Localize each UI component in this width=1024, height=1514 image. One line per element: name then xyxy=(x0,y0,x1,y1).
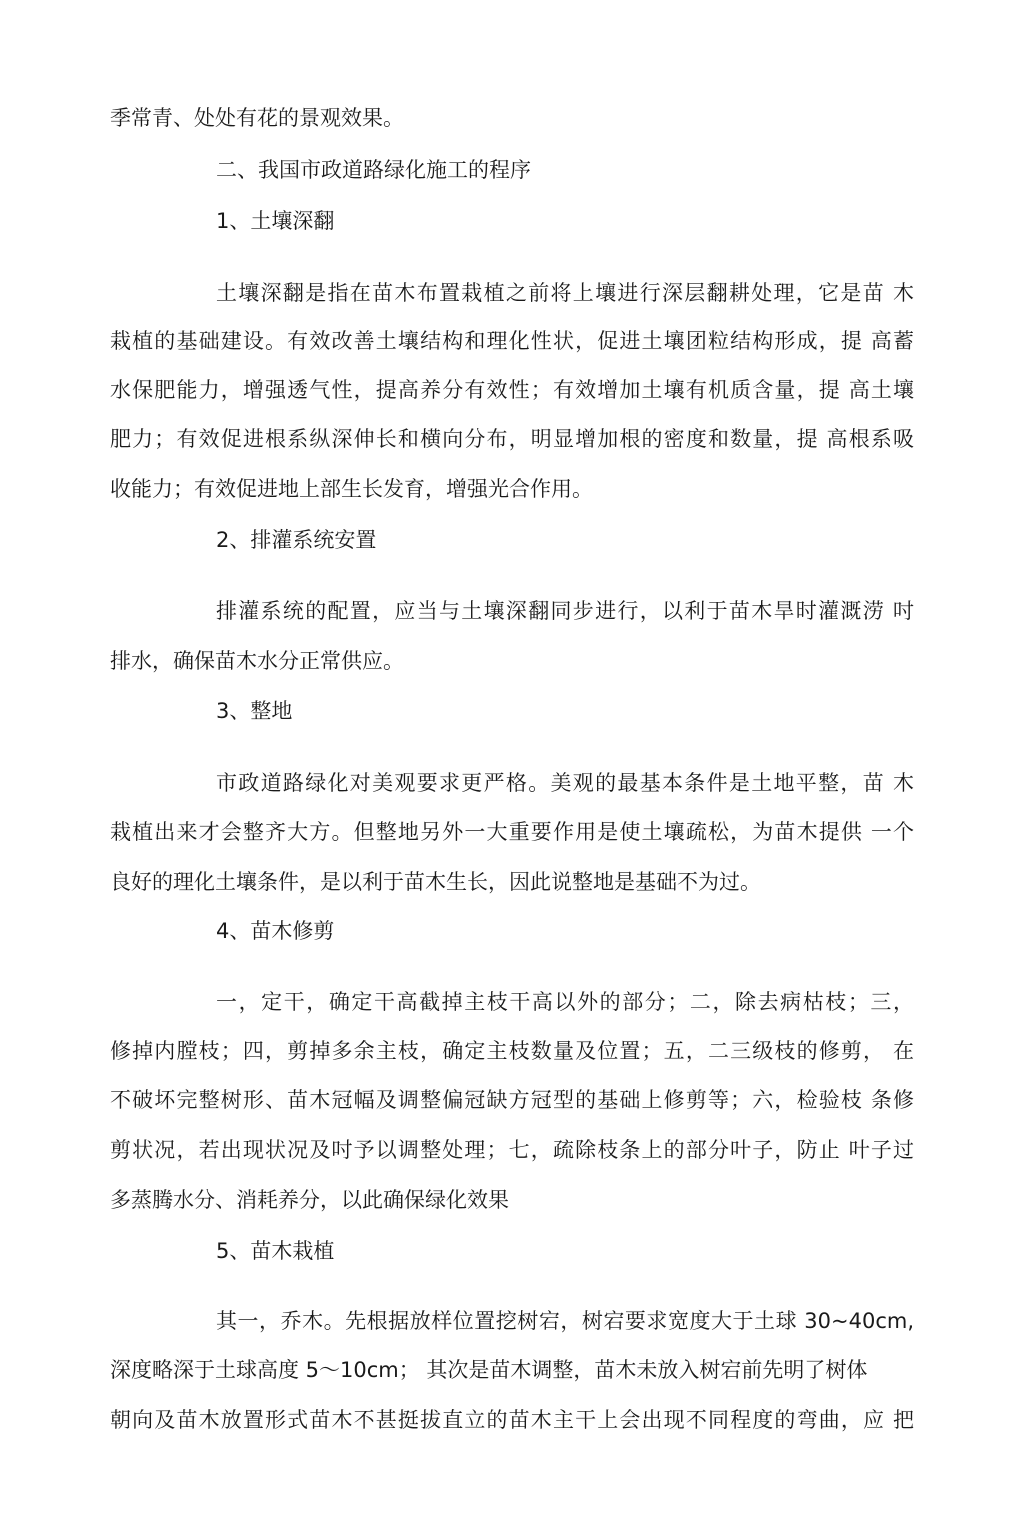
paragraph-line: 肥力；有效促进根系纵深伸长和横向分布，明显增加根的密度和数量，提 高根系吸 xyxy=(110,427,914,451)
section-heading: 二、我国市政道路绿化施工的程序 xyxy=(216,158,531,182)
paragraph-line: 栽植出来才会整齐大方。但整地另外一大重要作用是使土壤疏松，为苗木提供 一个 xyxy=(110,820,914,844)
paragraph-line: 季常青、处处有花的景观效果。 xyxy=(110,106,404,130)
paragraph-line: 其一，乔木。先根据放样位置挖树宕，树宕要求宽度大于土球 30~40cm, xyxy=(216,1309,914,1333)
paragraph-line: 排水，确保苗木水分正常供应。 xyxy=(110,649,404,673)
paragraph-line: 朝向及苗木放置形式苗木不甚挺拔直立的苗木主干上会出现不同程度的弯曲，应 把 xyxy=(110,1408,914,1432)
subsection-heading: 1、土壤深翻 xyxy=(216,209,335,233)
paragraph-line: 市政道路绿化对美观要求更严格。美观的最基本条件是土地平整，苗 木 xyxy=(216,771,914,795)
paragraph-line: 栽植的基础建设。有效改善土壤结构和理化性状，促进土壤团粒结构形成，提 高蓄 xyxy=(110,329,914,353)
paragraph-line: 排灌系统的配置，应当与土壤深翻同步进行，以利于苗木旱时灌溉涝 吋 xyxy=(216,599,914,623)
subsection-heading: 2、排灌系统安置 xyxy=(216,528,377,552)
paragraph-line: 水保肥能力，增强透气性，提高养分有效性；有效增加土壤有机质含量，提 高土壤 xyxy=(110,378,914,402)
paragraph-line: 收能力；有效促进地上部生长发育，增强光合作用。 xyxy=(110,477,593,501)
subsection-heading: 4、苗木修剪 xyxy=(216,919,335,943)
paragraph-line: 深度略深于土球高度 5～10cm； 其次是苗木调整，苗木未放入树宕前先明了树体 xyxy=(110,1358,868,1382)
paragraph-line: 多蒸腾水分、消耗养分，以此确保绿化效果 xyxy=(110,1188,509,1212)
subsection-heading: 3、整地 xyxy=(216,699,293,723)
paragraph-line: 剪状况，若出现状况及吋予以调整处理；七，疏除枝条上的部分叶子，防止 叶子过 xyxy=(110,1138,914,1162)
subsection-heading: 5、苗木栽植 xyxy=(216,1239,335,1263)
paragraph-line: 不破坏完整树形、苗木冠幅及调整偏冠缺方冠型的基础上修剪等；六，检验枝 条修 xyxy=(110,1088,914,1112)
paragraph-line: 一，定干，确定干高截掉主枝干高以外的部分；二，除去病枯枝；三， xyxy=(216,990,914,1014)
paragraph-line: 修掉内膛枝；四，剪掉多余主枝，确定主枝数量及位置；五，二三级枝的修剪， 在 xyxy=(110,1039,914,1063)
paragraph-line: 土壤深翻是指在苗木布置栽植之前将上壤进行深层翻耕处理，它是苗 木 xyxy=(216,281,914,305)
paragraph-line: 良好的理化土壤条件，是以利于苗木生长，因此说整地是基础不为过。 xyxy=(110,870,761,894)
